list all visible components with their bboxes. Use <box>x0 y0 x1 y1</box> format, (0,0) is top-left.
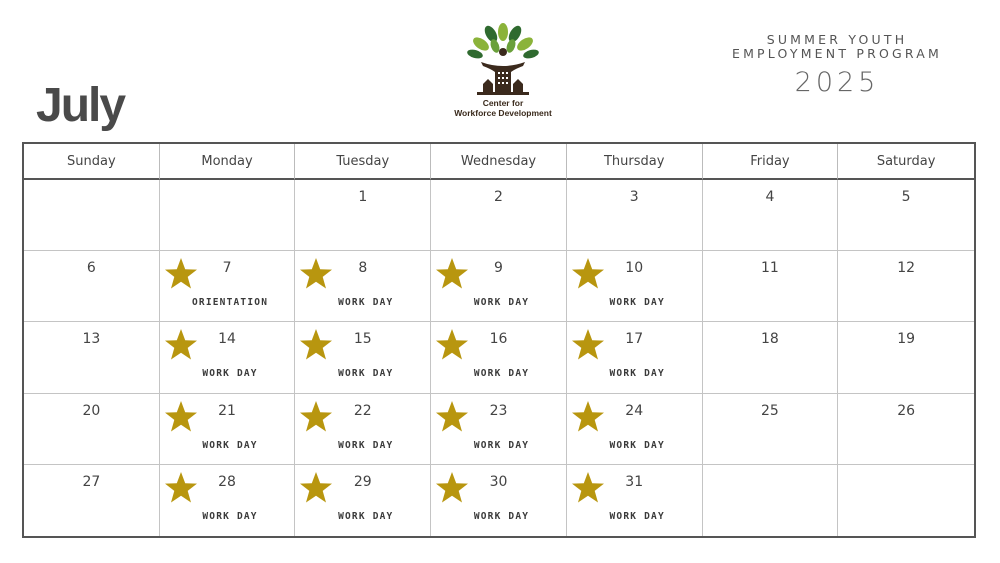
event-label: WORK DAY <box>609 297 665 309</box>
star-icon <box>164 471 198 504</box>
tree-logo-icon <box>467 22 539 98</box>
event-label: WORK DAY <box>473 510 530 522</box>
event-label: WORK DAY <box>338 297 394 309</box>
day-number: 27 <box>82 473 101 490</box>
star-icon <box>571 328 605 361</box>
calendar-day-cell <box>567 394 703 465</box>
event-label: WORK DAY <box>338 510 394 522</box>
calendar-day-cell <box>24 180 160 251</box>
calendar-day-cell <box>295 394 431 465</box>
weekday-header: Saturday <box>838 144 974 180</box>
calendar-day-cell <box>567 465 703 536</box>
calendar-day-cell <box>703 322 839 393</box>
calendar-day-cell <box>838 394 974 465</box>
calendar-day-cell <box>295 322 431 393</box>
day-number: 14 <box>218 331 236 348</box>
star-icon <box>164 328 198 361</box>
day-number: 30 <box>489 473 508 490</box>
star-icon <box>299 400 333 433</box>
star-icon <box>164 257 198 290</box>
day-number: 6 <box>86 260 96 277</box>
calendar-day-cell <box>295 465 431 536</box>
calendar-day-cell <box>24 394 160 465</box>
event-label: WORK DAY <box>338 368 394 380</box>
calendar-day-cell <box>703 465 839 536</box>
day-number: 22 <box>353 402 372 419</box>
calendar-day-cell <box>838 322 974 393</box>
star-icon <box>435 328 469 361</box>
day-number: 19 <box>897 331 916 348</box>
calendar-day-cell <box>703 180 839 251</box>
event-label: WORK DAY <box>473 368 530 380</box>
day-number: 4 <box>765 189 775 205</box>
event-label: WORK DAY <box>202 510 258 522</box>
star-icon <box>571 471 605 504</box>
day-number: 13 <box>82 331 101 348</box>
day-number: 15 <box>353 331 372 348</box>
day-number: 5 <box>901 189 911 205</box>
star-icon <box>571 257 605 290</box>
day-number: 18 <box>761 331 779 348</box>
month-title: July <box>36 79 125 132</box>
program-heading <box>712 33 962 98</box>
day-number: 26 <box>897 402 916 419</box>
logo-text-line1: Center for <box>482 98 524 108</box>
calendar-day-cell <box>431 180 567 251</box>
event-label: WORK DAY <box>609 439 665 451</box>
event-label: WORK DAY <box>609 510 665 522</box>
star-icon <box>299 328 333 361</box>
day-number: 17 <box>625 331 644 348</box>
calendar-day-cell <box>431 465 567 536</box>
day-number: 7 <box>222 260 232 277</box>
calendar-day-cell <box>838 465 974 536</box>
day-number: 9 <box>494 260 503 277</box>
star-icon <box>299 471 333 504</box>
calendar-day-cell <box>295 180 431 251</box>
weekday-header: Tuesday <box>295 144 431 180</box>
calendar-day-cell <box>703 394 839 465</box>
calendar-day-cell <box>160 180 296 251</box>
weekday-header: Sunday <box>24 144 160 180</box>
event-label: ORIENTATION <box>192 297 269 309</box>
day-number: 28 <box>218 473 236 490</box>
day-number: 3 <box>629 189 639 205</box>
event-label: WORK DAY <box>473 439 530 451</box>
star-icon <box>164 400 198 433</box>
weekday-header: Thursday <box>567 144 703 180</box>
calendar-day-cell <box>295 251 431 322</box>
star-icon <box>435 257 469 290</box>
day-number: 12 <box>897 260 916 277</box>
day-number: 16 <box>489 331 508 348</box>
calendar-day-cell <box>567 251 703 322</box>
calendar-day-cell <box>24 251 160 322</box>
calendar-day-cell <box>431 251 567 322</box>
star-icon <box>435 400 469 433</box>
star-icon <box>571 400 605 433</box>
star-icon <box>299 257 333 290</box>
calendar-day-cell <box>838 180 974 251</box>
day-number: 10 <box>625 260 644 277</box>
star-icon <box>435 471 469 504</box>
day-number: 20 <box>82 402 101 419</box>
event-label: WORK DAY <box>473 297 530 309</box>
program-title-line2: EMPLOYMENT PROGRAM <box>731 46 943 61</box>
weekday-header: Monday <box>160 144 296 180</box>
day-number: 21 <box>218 402 236 419</box>
program-title-line1: SUMMER YOUTH <box>766 32 908 47</box>
calendar-day-cell <box>567 180 703 251</box>
day-number: 8 <box>358 260 368 277</box>
day-number: 11 <box>761 260 779 277</box>
day-number: 23 <box>489 402 508 419</box>
calendar-day-cell <box>703 251 839 322</box>
day-number: 24 <box>625 402 644 419</box>
calendar-grid <box>22 142 976 538</box>
event-label: WORK DAY <box>202 368 258 380</box>
calendar-day-cell <box>160 465 296 536</box>
calendar-day-cell <box>567 322 703 393</box>
logo-text-line2: Workforce Development <box>454 108 552 118</box>
day-number: 1 <box>358 189 368 205</box>
calendar-day-cell <box>431 394 567 465</box>
event-label: WORK DAY <box>202 439 258 451</box>
calendar-day-cell <box>838 251 974 322</box>
weekday-header: Friday <box>703 144 839 180</box>
calendar-day-cell <box>24 322 160 393</box>
calendar-day-cell <box>160 251 296 322</box>
program-year: 2025 <box>794 67 880 98</box>
calendar-day-cell <box>431 322 567 393</box>
calendar-day-cell <box>24 465 160 536</box>
day-number: 2 <box>494 189 503 205</box>
organization-logo <box>440 22 566 126</box>
calendar-day-cell <box>160 322 296 393</box>
event-label: WORK DAY <box>609 368 665 380</box>
calendar-day-cell <box>160 394 296 465</box>
event-label: WORK DAY <box>338 439 394 451</box>
weekday-header: Wednesday <box>431 144 567 180</box>
day-number: 31 <box>625 473 644 490</box>
day-number: 25 <box>761 402 779 419</box>
day-number: 29 <box>353 473 372 490</box>
